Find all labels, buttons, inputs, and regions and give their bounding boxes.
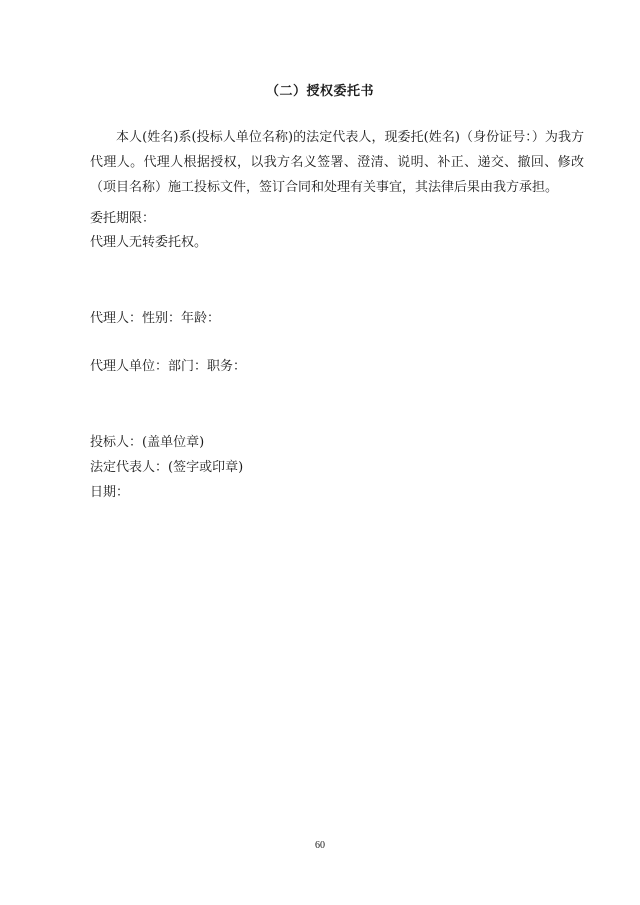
no-subdelegation-statement: 代理人无转委托权。	[90, 235, 208, 250]
agent-info-line: 代理人：性别：年龄：	[90, 311, 221, 326]
authorization-paragraph: 本人(姓名)系(投标人单位名称)的法定代表人，现委托(姓名)（身份证号：）为我方代理人。代理人根据授权，以我方名义签署、澄清、说明、补正、递交、撤回、修改（项目名称）施工投标文件，签订合同和处理有关事宜，其法律后果由我方承担。	[90, 130, 584, 195]
legal-representative-line: 法定代表人：(签字或印章)	[90, 460, 244, 475]
agent-unit-line: 代理人单位：部门：职务：	[90, 359, 247, 374]
document-title: （二）授权委托书	[265, 84, 374, 99]
entrust-period-label: 委托期限：	[90, 211, 156, 226]
date-line: 日期：	[90, 485, 130, 500]
bidder-seal-line: 投标人：(盖单位章)	[90, 435, 205, 450]
page-number: 60	[315, 840, 325, 851]
